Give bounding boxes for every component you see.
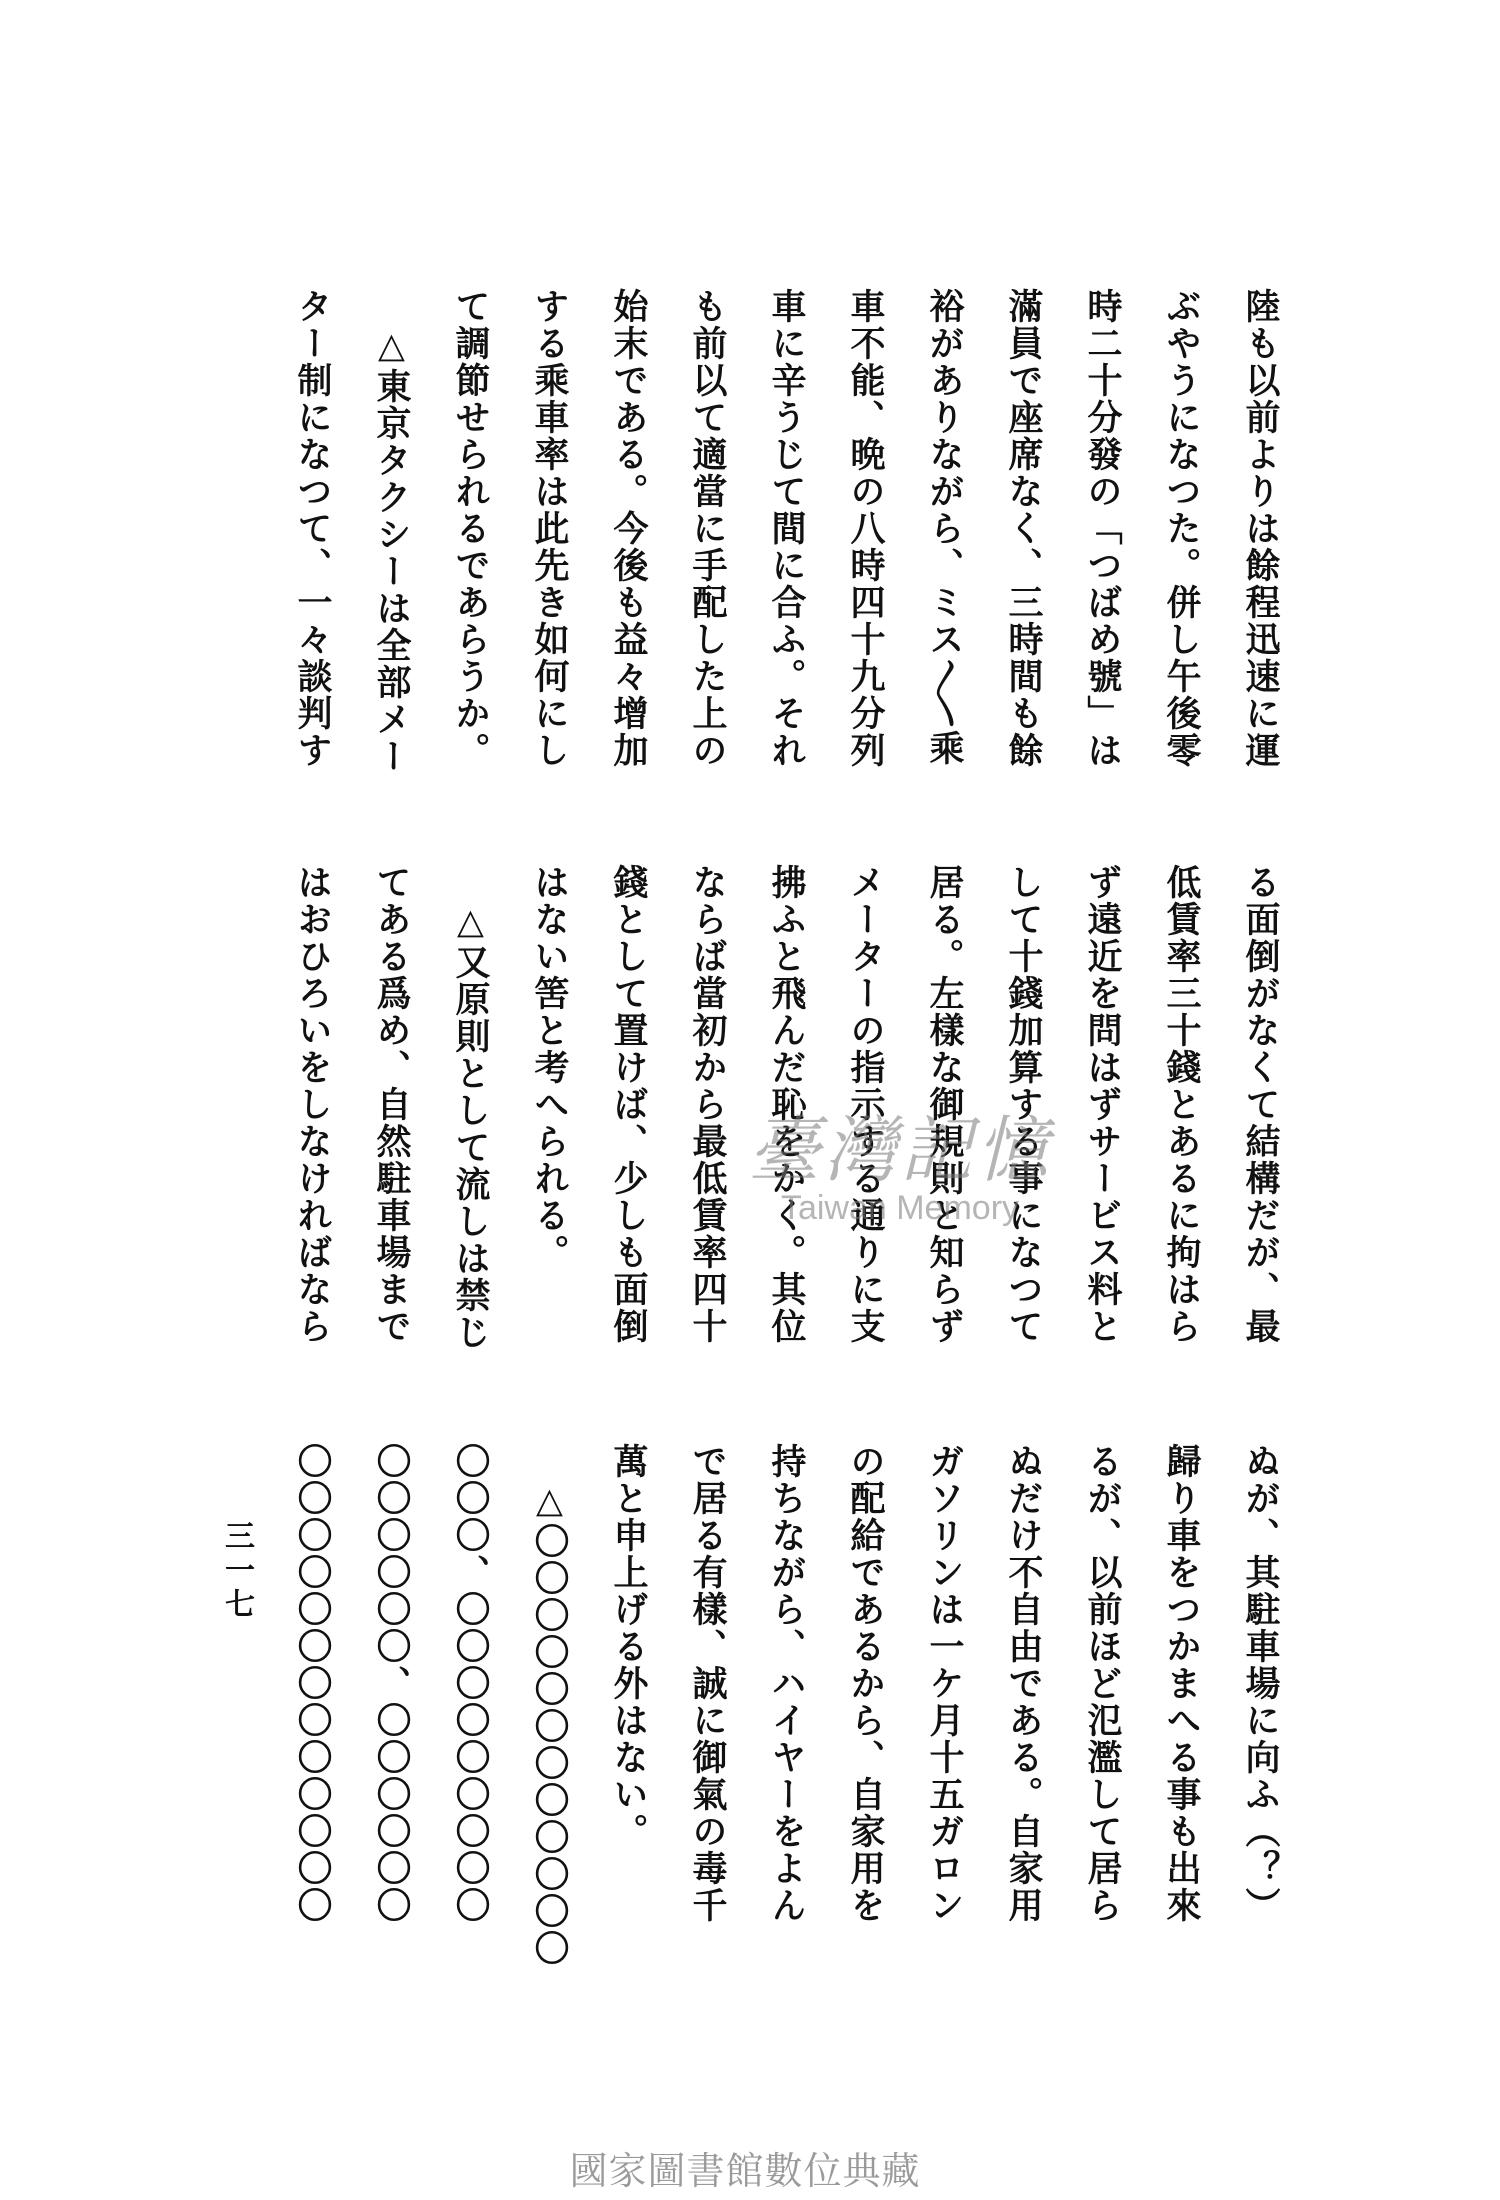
text-column: △東京タクシーは全部メー	[371, 325, 412, 775]
text-block-middle	[273, 864, 1300, 1354]
text-column: して十錢加算する事になつて	[1003, 864, 1044, 1345]
text-column: の配給であるから、自家用を	[845, 1443, 886, 1924]
text-column: ぬが、其駐車場に向ふ（？）	[1240, 1443, 1281, 1924]
page-number: 三一七	[219, 1520, 254, 1622]
watermark-main: 臺灣記憶	[747, 1108, 1052, 1192]
text-column: 時二十分發の「つばめ號」は	[1082, 288, 1123, 769]
censored-column: 〇〇〇、〇〇〇〇〇〇〇〇〇	[450, 1443, 491, 1924]
text-column: る面倒がなくて結構だが、最	[1240, 864, 1281, 1345]
text-column: ぬだけ不自由である。自家用	[1003, 1443, 1044, 1924]
text-column: 車に辛うじて間に合ふ。それ	[766, 288, 807, 769]
text-column: ター制になつて、一々談判す	[292, 288, 333, 769]
text-block-bottom	[273, 1443, 1300, 1967]
text-column: てある爲め、自然駐車場まで	[371, 864, 412, 1345]
text-column: 滿員で座席なく、三時間も餘	[1003, 288, 1044, 769]
text-column: ならば當初から最低賃率四十	[687, 864, 728, 1345]
text-column: ガソリンは一ケ月十五ガロン	[924, 1443, 965, 1924]
text-column: 裕がありながら、ミス〳〵乘	[924, 288, 965, 767]
text-column: 歸り車をつかまへる事も出來	[1161, 1443, 1202, 1924]
text-column: メーターの指示する通りに支	[845, 864, 886, 1345]
text-column: ぶやうになつた。併し午後零	[1161, 288, 1202, 769]
censored-column: 〇〇〇〇〇〇、〇〇〇〇〇〇	[371, 1443, 412, 1924]
text-column: はおひろいをしなければなら	[292, 864, 333, 1345]
text-column: 拂ふと飛んだ恥をかく。其位	[766, 864, 807, 1345]
text-column: るが、以前ほど氾濫して居ら	[1082, 1443, 1123, 1924]
text-column: で居る有樣、誠に御氣の毒千	[687, 1443, 728, 1924]
text-column: △又原則として流しは禁じ	[450, 901, 491, 1351]
text-column: 萬と申上げる外はない。	[608, 1443, 649, 1850]
text-column: 陸も以前よりは餘程迅速に運	[1240, 288, 1281, 769]
text-column: はない筈と考へられる。	[529, 864, 570, 1271]
text-column: 居る。左樣な御規則と知らず	[924, 864, 965, 1345]
text-column: 錢として置けば、少しも面倒	[608, 864, 649, 1345]
text-column: 始末である。今後も益々增加	[608, 288, 649, 769]
text-block-top	[273, 288, 1300, 778]
text-column: 車不能、晩の八時四十九分列	[845, 288, 886, 769]
text-column: て調節せられるであらうか。	[450, 288, 491, 769]
watermark-sub: Taiwan Memory	[780, 1189, 1020, 1227]
censored-column: 〇〇〇〇〇〇〇〇〇〇〇〇〇	[292, 1443, 333, 1924]
text-column: ず遠近を問はずサービス料と	[1082, 864, 1123, 1345]
censored-column: △〇〇〇〇〇〇〇〇〇〇〇〇	[529, 1480, 570, 1967]
text-column: する乘車率は此先き如何にし	[529, 288, 570, 769]
text-column: 低賃率三十錢とあるに拘はら	[1161, 864, 1202, 1345]
text-column: 持ちながら、ハイヤーをよん	[766, 1443, 807, 1924]
footer-source: 國家圖書館數位典藏	[569, 2149, 921, 2193]
text-column: も前以て適當に手配した上の	[687, 288, 728, 769]
